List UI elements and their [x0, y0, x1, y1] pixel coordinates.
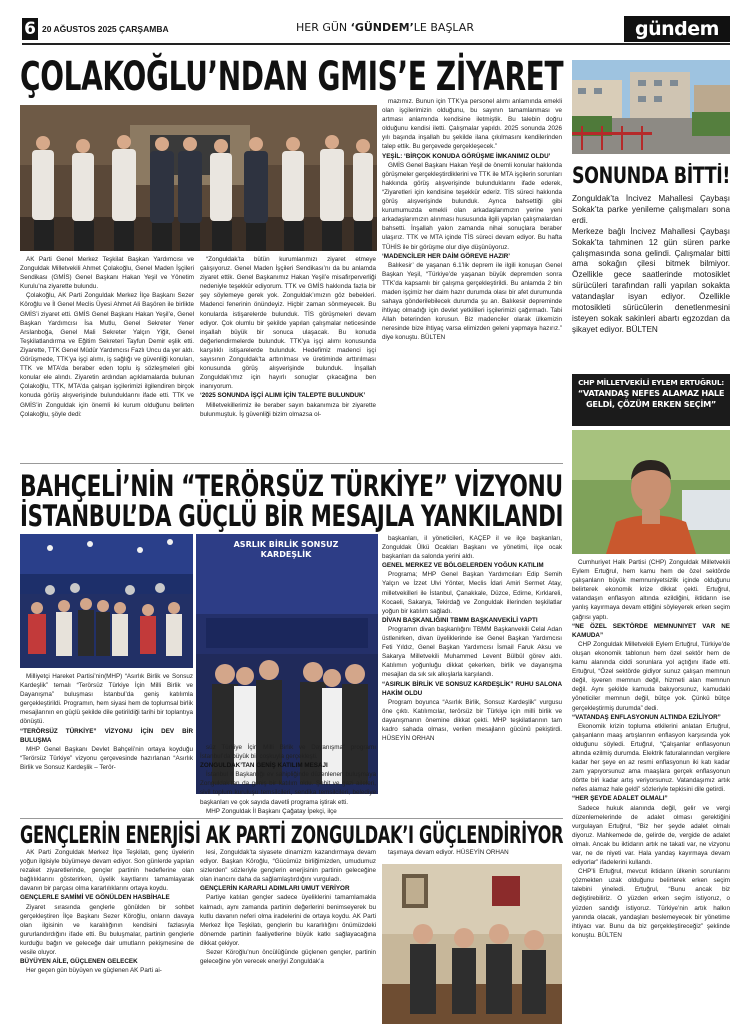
slogan-brand: ‘GÜNDEM’ — [350, 21, 414, 34]
article4-paragraph: İstanbul İl Başkanlığı ev sahipliğinde düzenlenen buluşmaya Zonguldak’tan da geniş bir katılım oldu. Şehit ve gazi aileleri, sivil toplum kuruluşu temsilcileri, sendika temsilcileri, belediye başkanları ve çok sayıda davetli programa iştirak etti. — [200, 771, 376, 806]
article5-subhead: GENÇLERLE SAMİMİ VE GÖNÜLDEN HASBİHALE — [20, 894, 170, 902]
article4-paragraph: MHP Zonguldak İl Başkanı Çağatay İpekçi, ilçe — [206, 807, 337, 815]
article5-paragraph: AK Parti Zonguldak Merkez İlçe Teşkilatı, genç üyelerin yoğun ilgisiyle büyümeye devam ediyor. Son günlerde yapılan rezaket ziyaretlerinde, gençler partinin hedeflerine olan bağlılıklarını gösterirken, üyelik kayıtlarını tamamlayarak davanın bir parçası olma kararlılıklarını ortaya koydu. — [20, 849, 194, 893]
article4-paragraph: Programın divan başkanlığını TBMM Başkanvekili Celal Adan üstlenirken, divan üyeliklerinde ise Genel Başkan Yardımcısı Feti Yıldız, Genel Başkan Yardımcısı İsmail Faruk Aksu ve Sakarya Milletvekili Muhammed Levent Bülbül görev aldı. Katılımın yoğunluğu dikkat çekerken, birlik ve dayanışma mesajları da sık sık alkışlarla karşılandı. — [382, 625, 562, 679]
article3-subhead: “NE ÖZEL SEKTÖRDE MEMNUNIYET VAR NE KAMUDA” — [572, 622, 730, 639]
article4-col3 — [382, 534, 562, 816]
article2-paragraph: Zonguldak’ta İncivez Mahallesi Çaybaşı Sokak’ta parke yenileme çalışmaları sona erdi. — [572, 194, 730, 225]
article4-paragraph: Programa; MHP Genel Başkan Yardımcıları Edip Semih Yalçın ve İzzet Ulvi Yönter, Meclis İdari Amiri Sermet Atay, milletvekilleri ile İstanbul, Çanakkale, Düzce, Edirne, Kırklareli, Kocaeli, Sakarya, Tekirdağ ve Zonguldak illerinden teşkilatlar yoğun bir katılım sağladı. — [382, 571, 562, 615]
article4-headline-line2: İSTANBUL’DA GÜÇLÜ BİR MESAJLA YANKILANDI — [20, 499, 564, 533]
article1-col1 — [20, 255, 194, 455]
slogan-pre: HER GÜN — [296, 21, 351, 34]
masthead — [0, 0, 750, 44]
issue-date: 20 AĞUSTOS 2025 ÇARŞAMBA — [42, 24, 169, 34]
youth-visit-photo — [382, 864, 562, 1024]
article4-paragraph: Milliyetçi Hareket Partisi’nin(MHP) “Asırlık Birlik ve Sonsuz Kardeşlik” temalı “Terörsüz Türkiye İçin Milli Birlik ve Dayanışma” buluşması İstanbul’da geniş katılımla gerçekleştirildi. Programın, hem siyasi hem de toplumsal birlik mesajlarının en güçlü şekilde dile getirildiği tarihi bir toplantıya dönüştü. — [20, 673, 193, 726]
article1-paragraph: Balıkesir’ de yaşanan 6.1’lik deprem ile ilgili konuşan Genel Başkan Yeşil, “Türkiye’de yaşanan büyük depremden sonra TTK’da kapsamlı bir çalışma gerçekleştirildi. Bu anlamda 2 bin maden işçimiz her daim hazır durumda olası bir afet durumunda sahaya gönderilebilecek durumda şu an. Balıkesir depreminde ihtiyaç olmadığı için devlet yetkilileri işçilerimizi çağırmadı. Tabi Allah beterinden korusun. Biz madenciler olarak ülkemizin neresinde bize ihtiyaç varsa elimizden geleni yapmaya hazırız.” diye konuştu. BÜLTEN — [382, 261, 562, 342]
article5-col3 — [382, 848, 562, 862]
article1-subhead: ‘2025 SONUNDA İŞÇİ ALIMI İÇİN TALEPTE BULUNDUK’ — [200, 392, 366, 400]
mhp-meeting-photo-1 — [20, 534, 193, 668]
page-number: 6 — [22, 18, 38, 40]
article1-paragraph: mazımız. Bunun için TTK’ya personel alımı anlamında emekli olan işçilerimizin olduğunu, bu sayının tamamlanması ve artması anlamında kendisine iletmiştik. Bu talebin doğru olduğunu kendisi iletti. Çalışmalar yapıldı. 2025 sonunda 2026 yılı başında inşallah bu şekilde ilana çıkılmasını kendilerinden talep ettik. Bu gerçevede gerçekleşecek.” — [382, 98, 562, 151]
article4-subhead: ZONGULDAK’TAN GENİŞ KATILIM MESAJI — [200, 762, 328, 770]
article5-paragraph: lesi, Zonguldak’ta siyasete dinamizm kazandırmaya devam ediyor. Başkan Köroğlu, “Gücümüz birliğimizden, umudumuz sizlerden” sözleriyle gençlerin enerjisinin partinin geleceğine olan inancını daha da sağlamlaştırdığını vurguladı. — [200, 849, 376, 884]
article3-subhead: “HER ŞEYDE ADALET OLMALI” — [572, 795, 668, 803]
article3-body — [572, 558, 730, 1026]
article1-subhead: YEŞİL: ‘BİRÇOK KONUDA GÖRÜŞME İMKANIMIZ OLDU’ — [382, 152, 551, 160]
article4-paragraph: başkanları, il yöneticileri, KAÇEP il ve ilçe başkanları, Zonguldak Ülkü Ocakları Başkanı ve yönetimi, ilçe ocak başkanları da salonda yerini aldı. — [382, 535, 562, 561]
article4-subhead: GENEL MERKEZ VE BÖLGELERDEN YOĞUN KATILIM — [382, 562, 544, 570]
article1-paragraph: “Zonguldak’ta bütün kurumlarımızı ziyaret etmeye çalışıyoruz. Genel Maden İşçileri Sendikası’nı da bu anlamda ziyaret ettik. Genel Başkanımız Hakan Yeşil’e misafirperverliği nedeniyle teşekkür ediyorum. TTK ve GMİS hakkında fazla bir şey söylemeye gerek yok. Zonguldak’ımızın göz bebekleri. Madenci fenerinin önündeyiz. Hiçbir zaman sönmeyecek. Bu konularda istişarelerde bulunduk. TİS görüşmeleri devam ediyor. Çok olumlu bir şekilde yapılan çalışmalar neticesinde inşallah büyük bir sonuca ulaşacak. Bu konuda değerlendirmelerde bulunduk. TTK’ya işçi alımı konusunda karşılıklı istişarelerde bulunduk. Hedefimiz madenci işçi sayısının Zonguldak’ta arttırılması ve üretiminde arttırılması konusunda görüş alışverişinde bulunduk. İnşallah Zonguldak’ımız için hayırlı sonuçlar çıkacağına ben inanıyorum. — [200, 256, 376, 391]
article4-headline-line1: BAHÇELİ’NİN “TERÖRSÜZ TÜRKİYE” VİZYONU — [20, 469, 563, 503]
article5-subhead: GENÇLERİN KARARLI ADIMLARI UMUT VERİYOR — [200, 885, 350, 893]
article1-headline: ÇOLAKOĞLU’NDAN GMIS’E ZİYARET — [20, 54, 564, 100]
section-divider-2 — [20, 818, 563, 819]
article2-paragraph: Merkeze bağlı İncivez Mahallesi Çaybaşı Sokak’ta tahminen 12 gün süren parke çalışmasında sona gelindi. Çalışmalar bitti ama sokağın çilesi bitmek bilmiyor. Özellikle gece saatlerinde motosiklet sürücüleri tarafından ralli yapılan sokakta vatandaşlar isyan ediyor. Özellikle motosikleti sürücülerin denetlenmesini isteyen sokak sakinleri abartı egzozdan da şikayet ediyor. BÜLTEN — [572, 226, 730, 334]
article2-headline: SONUNDA BİTTİ! — [572, 164, 730, 189]
article4-subhead: DİVAN BAŞKANLIĞINI TBMM BAŞKANVEKİLİ YAPTI — [382, 616, 538, 624]
article1-paragraph: AK Parti Genel Merkez Teşkilat Başkan Yardımcısı ve Zonguldak Milletvekili Ahmet Çolakoğlu, Genel Maden İşçileri Sendikası (GMİS) Genel Başkanı Hakan Yeşil ve Yönetim Kurulu’na ziyarette bulundu. — [20, 256, 194, 291]
article4-paragraph: MHP Genel Başkanı Devlet Bahçeli’nin ortaya koyduğu “Terörsüz Türkiye” vizyonu çerçevesinde hazırlanan “Asırlık Birlik ve Sonsuz Kardeşlik – Terör- — [20, 745, 193, 771]
slogan — [296, 21, 474, 34]
article5-paragraph: taşımaya devam ediyor. HÜSEYİN ORHAN — [388, 849, 509, 856]
masthead-rule — [22, 43, 730, 45]
article3-headline: “VATANDAŞ NEFES ALAMAZ HALE GELDİ, ÇÖZÜM ERKEN SEÇİM” — [577, 388, 725, 409]
eylem-ertugrul-portrait — [572, 430, 730, 554]
article4-paragraph: Program boyunca “Asırlık Birlik, Sonsuz Kardeşlik” vurgusu öne çıktı. Katılımcılar, terörsüz bir Türkiye için milli birlik ve dayanışmanın önemine dikkat çekti. MHP teşkilatlarının tam kadro sahada olması, verilen mesajların gücünü pekiştirdi. HÜSEYİN ORHAN — [382, 698, 562, 743]
article4-col2 — [200, 743, 376, 815]
article3-headline-box — [572, 374, 730, 426]
article3-paragraph: CHP Zonguldak Milletvekili Eylem Ertuğrul, Türkiye’de oluşan ekonomik tablonun hem özel sektör hem de kamu alanında ciddi sorunlara yol açtığını ifade etti. Ertuğrul, “Özel sektörde gidiyor sunuz çalışan memnun değil, işveren memnun değil, hizmeti alan memnun değil. Aynı şekilde kamuda bakıyorsunuz, kamudaki yöneticiler memnun değil, bütçe yok. Çünkü bütçe gerçekleştirmiş durumda” dedi. — [572, 640, 730, 712]
article3-kicker: CHP MİLLETVEKİLİ EYLEM ERTUĞRUL: — [578, 378, 724, 387]
gmis-visit-photo — [20, 105, 377, 251]
article1-subhead: ‘MADENCİLER HER DAİM GÖREVE HAZIR’ — [382, 252, 511, 260]
article5-paragraph: Her geçen gün büyüyen ve güçlenen AK Parti ai- — [26, 967, 162, 975]
article5-subhead: BÜYÜYEN AİLE, GÜÇLENEN GELECEK — [20, 958, 138, 966]
article4-col1 — [20, 672, 193, 812]
article5-col2 — [200, 848, 376, 1026]
article1-paragraph: GMİS Genel Başkanı Hakan Yeşil de önemli konular hakkında görüşmeler gerçekleştirdiklerini ve TTK ile MTA işçilerin sorunları hakkında görüş alışverişinde bulunduklarını ifade ederek, “Ziyaretleri için kendisine teşekkür ederiz. TİS süreci hakkında görüş alışverişinde bulunduk. Ayrıca bahsettiği gibi kurumumuzda emekli olan arkadaşlarımızın yerine yeni arkadaşlarımızın alınması hususunda ilgili yapılan çalışmalardan bahsetti. İnşallah yakın zamanda nihai sonuçlara beraber ulaşırız. TTK ve MTA içinde TİS süreci devam ediyor. Bu hafta TÜHİS ile bir görüşme olur diye düşünüyoruz. — [382, 161, 562, 251]
article1-paragraph: Çolakoğlu, AK Parti Zonguldak Merkez İlçe Başkanı Sezer Köroğlu ve İl Genel Meclis Üyesi Ahmet Ali Başören ile birlikte GMİS’i ziyaret etti. GMİS Genel Başkanı Hakan Yeşil’e, Genel Başkan Yardımcısı İsa Mutlu, Genel Sekreter Yener Arslanboğa, Genel Mali Sekreter Yalçın Yiğit, Genel Teşkilatlandırma ve Eğitim Sekreteri Tayfun Demir eşlik etti. Ziyarette, TTK Genel Müdür Yardımcısı Fazlı Uncu da yer aldı. Görüşmede, TTK’ya işçi alımı, iş sağlığı ve güvenliği konuları, TTK ve MTA’da beraber eden toplu iş sözleşmeleri gibi konular ele alındı. Ziyaretin ardından açıklamalarda bulunan Çolakoğlu, TTK, MTA’da çalışan işçilerimizi ilgilendiren birçok konuda görüş alışverişinde bulunduklarını ifade etti. TTK ve GMİS’in Zonguldak için önemli iki kurum olduğunu belirten Çolakoğlu, şöyle dedi: — [20, 292, 194, 418]
article3-paragraph: Sadece hukuk alanında değil, gelir ve vergi düzenlemelerinde de adalet olması gerektiğini vurgulayan Ertuğrul, “Biz her şeyde adalet olmalı diyoruz. Mahkemede de, gelirde de, vergide de adalet olmalı. Ancak bu iktidarın artık ne takati var, ne vizyonu var, ne de niyeti var. Hala yandaş kayırmaya devam ediyorlar” ifadelerini kullandı. — [572, 804, 730, 867]
event-banner-text: ASRLIK BİRLİK SONSUZ KARDEŞLİK — [233, 540, 339, 559]
article3-paragraph: Cumhuriyet Halk Partisi (CHP) Zonguldak Milletvekili Eylem Ertuğrul, hem kamu hem de özel sektörde çalışanların büyük memnuniyetsizlik içinde olduğunu belirterek ekonomik krize dikkat çekti. Ertuğrul, vatandaşın enflasyon altında ezildiğini, iktidarın ise yanlış kayırmaya devam ettiğini söyleyerek erken seçim çağrısı yaptı. — [572, 559, 730, 621]
article5-col1 — [20, 848, 194, 1026]
article4-subhead: “ASIRLIK BİRLİK VE SONSUZ KARDEŞLİK” RUHU SALONA HAKİM OLDU — [382, 680, 562, 697]
article5-paragraph: Sezer Köroğlu’nun öncülüğünde güçlenen gençler, partinin geleceğine yön verecek enerjiyi Zonguldak’a — [200, 949, 376, 966]
section-divider-1 — [20, 463, 563, 464]
article3-subhead: “VATANDAŞ ENFLASYONUN ALTINDA EZİLİYOR” — [572, 713, 721, 721]
article4-paragraph: süz Türkiye İçin Milli Birlik ve Dayanışma” programı İstanbul’da büyük bir coşkuyla gerçekleşti. — [200, 744, 376, 761]
article1-paragraph: Milletvekillerimiz ile beraber sayın bakanımıza bir ziyarette bulunmuştuk. İş güvenliği bizim olmazsa ol- — [200, 401, 376, 418]
article3-paragraph: Ekonomik krizin topluma etkilerini anlatan Ertuğrul, çalışanların maaş artışlarının enflasyon karşısında yok olduğunu söyledi. Ertuğrul, “Çalışanlar enflasyonun altında ezilmiş durumda. Elektrik faturalarından vergilere kadar her şeye en az resmi enflasyonun iki katı kadar zam yapıyorsunuz ama maaşlara gerçek enflasyonun dörtte biri kadar artış veriyorsunuz. Vatandaşımız artık nefes alamaz hale geldi” sözleriyle tepkisini dile getirdi. — [572, 722, 730, 794]
slogan-post: LE BAŞLAR — [413, 21, 474, 34]
article5-paragraph: Partiye katılan gençler sadece üyeliklerini tamamlamakla kalmadı, aynı zamanda partinin değerlerini benimseyerek bu kutlu davanın neferi olma iradelerini de ortaya koydu. AK Parti Merkez İlçe Teşkilatı, gençlerin bu kararlılığını önümüzdeki dönemde partinin faaliyetlerine büyük katkı sağlayacağına dikkat çekiyor. — [200, 894, 376, 947]
article5-headline: GENÇLERİN ENERJİSİ AK PARTİ ZONGULDAK’I GÜÇLENDİRİYOR — [20, 821, 564, 849]
article1-col2 — [200, 255, 376, 455]
article2-body — [572, 194, 730, 362]
article5-paragraph: Ziyaret sırasında gençlerle gönülden bir sohbet gerçekleştiren İlçe Başkanı Sezer Köroğlu, onların davaya olan ilgisinin ve karalılığının kendisini fazlasıyla gururlandırdığını ifade etti. Bu buluşmalar, partinin gençlerle kurduğu bağın ve geleceğe dair umutların pekişmesine de vesile oluyor. — [20, 903, 194, 957]
article3-paragraph: CHP’li Ertuğrul, mevcut iktidarın ülkenin sorunlarını çözmekten uzak olduğunu belirterek erken seçim talebini yineledi. Ertuğrul, “Bunu ancak biz değiştirebiliriz. O yüzden erken seçim istiyoruz, o yüzden sandığı istiyoruz. Türkiye’nin artık halkın yanında olacak, yandaşları beslemeyecek bir yönetime ihtiyacı var. Bunu da biz gerçekleştireceğiz” şeklinde konuştu. BÜLTEN — [572, 868, 730, 939]
newspaper-logo: gündem — [624, 16, 730, 42]
street-photo — [572, 60, 730, 154]
article4-subhead: “TERÖRSÜZ TÜRKİYE” VİZYONU İÇİN DEV BİR BULUŞMA — [20, 727, 193, 744]
article1-col3 — [382, 97, 562, 459]
